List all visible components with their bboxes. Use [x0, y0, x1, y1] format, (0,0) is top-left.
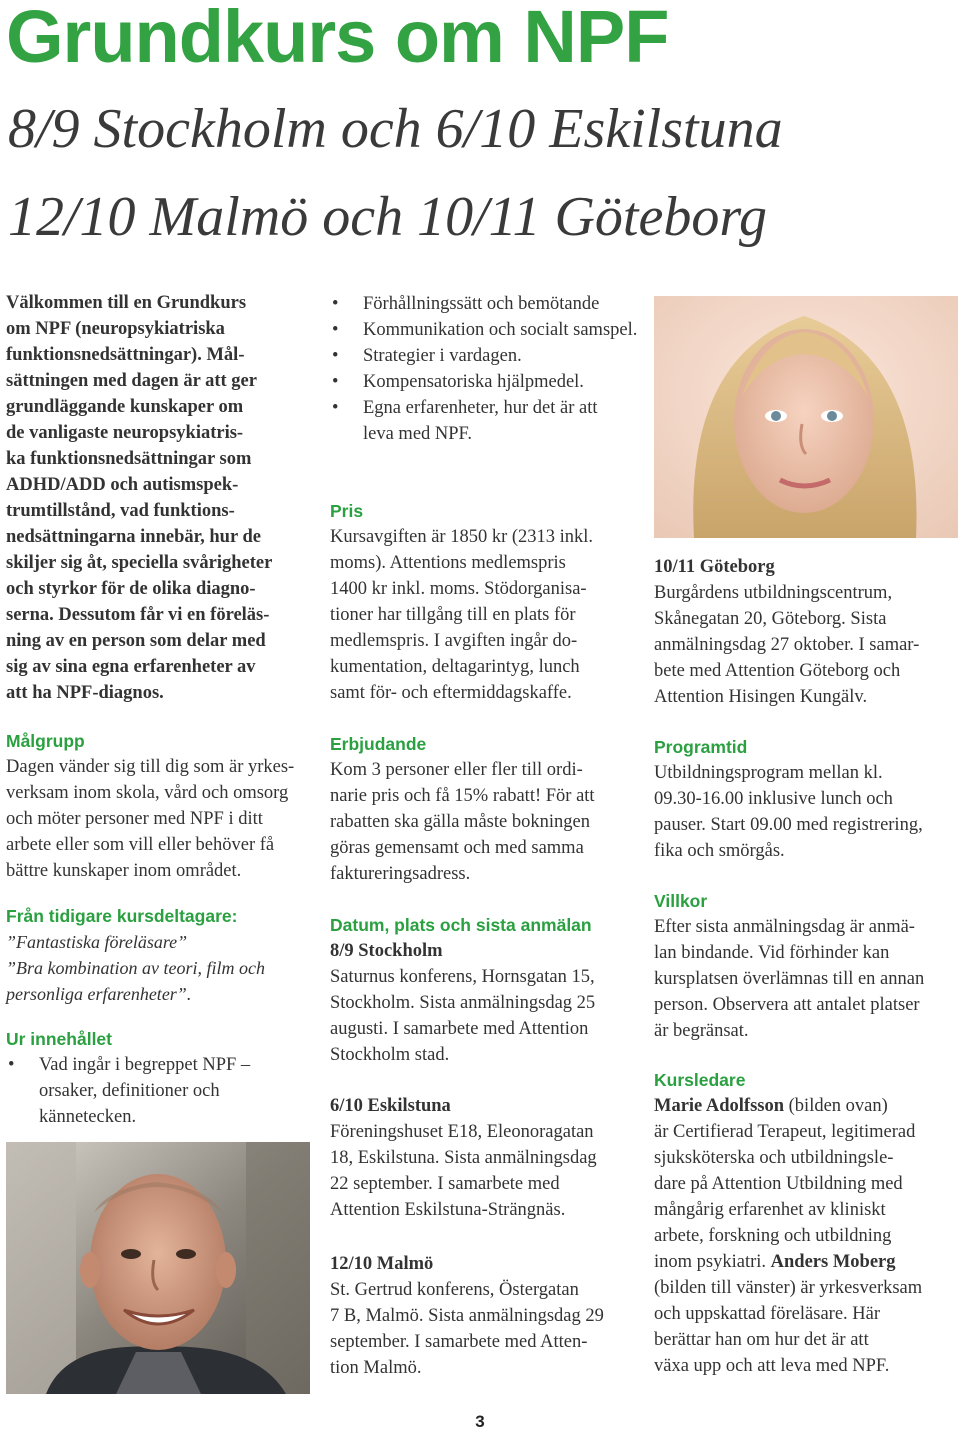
- testimonials-heading: Från tidigare kursdeltagare:: [6, 906, 238, 926]
- goteborg-line: bete med Attention Göteborg och: [654, 661, 901, 681]
- kursledare-line: [654, 1093, 958, 1119]
- intro-line: ning av en person som delar med: [6, 631, 266, 651]
- program-line: fika och smörgås.: [654, 841, 785, 861]
- malmo-line: tion Malmö.: [330, 1358, 422, 1378]
- kursledare-section: [654, 1067, 958, 1379]
- intro-line: nedsättningarna innebär, hur de: [6, 527, 261, 547]
- stockholm-line: Stockholm. Sista anmälningsdag 25: [330, 993, 596, 1013]
- malmo-section: [330, 1251, 638, 1381]
- goteborg-section: [654, 554, 958, 710]
- villkor-line: lan bindande. Vid förhinder kan: [654, 943, 890, 963]
- pris-line: medlemspris. I avgiften ingår do-: [330, 631, 578, 651]
- intro-line: skiljer sig åt, speciella svårigheter: [6, 553, 273, 573]
- program-line: 09.30-16.00 inklusive lunch och: [654, 789, 893, 809]
- intro-line: sig av sina egna erfarenheter av: [6, 657, 256, 677]
- malgrupp-line: Dagen vänder sig till dig som är yrkes-: [6, 757, 295, 777]
- pris-line: tioner har tillgång till en plats för: [330, 605, 576, 625]
- stockholm-line: augusti. I samarbete med Attention: [330, 1019, 589, 1039]
- intro-line: de vanligaste neuropsykiatris-: [6, 423, 244, 443]
- testimonial-quote: ”Bra kombination av teori, film och: [6, 958, 265, 978]
- eskilstuna-line: Attention Eskilstuna-Strängnäs.: [330, 1200, 566, 1220]
- pris-section: [330, 498, 638, 706]
- intro-line: om NPF (neuropsykiatriska: [6, 319, 225, 339]
- pris-line: Kursavgiften är 1850 kr (2313 inkl.: [330, 527, 594, 547]
- page-number: 3: [475, 1412, 485, 1431]
- malgrupp-section: [6, 728, 324, 884]
- pris-line: samt för- och eftermiddagskaffe.: [330, 683, 572, 703]
- malgrupp-line: och möter personer med NPF i ditt: [6, 809, 263, 829]
- datum-section: [330, 912, 638, 1068]
- intro-line: trumtillstånd, vad funktions-: [6, 501, 235, 521]
- instructor-name-anders: Anders Moberg: [770, 1252, 896, 1272]
- malgrupp-line: bättre kunskaper inom området.: [6, 861, 242, 881]
- page-title: Grundkurs om NPF: [6, 0, 669, 78]
- content-heading: Ur innehållet: [6, 1029, 112, 1049]
- intro-line: funktionsnedsättningar). Mål-: [6, 345, 245, 365]
- erbjudande-line: Kom 3 personer eller fler till ordi-: [330, 760, 583, 780]
- goteborg-title: 10/11 Göteborg: [654, 557, 775, 577]
- woman-portrait-image: [654, 296, 958, 538]
- subtitle-dates-2: 12/10 Malmö och 10/11 Göteborg: [8, 186, 768, 248]
- man-portrait-image: [6, 1142, 310, 1394]
- subtitle-dates-1: 8/9 Stockholm och 6/10 Eskilstuna: [8, 98, 783, 160]
- kursledare-line: dare på Attention Utbildning med: [654, 1174, 903, 1194]
- erbjudande-line: göras gemensamt och med samma: [330, 838, 584, 858]
- intro-line: serna. Dessutom får vi en föreläs-: [6, 605, 270, 625]
- pris-line: 1400 kr inkl. moms. Stödorganisa-: [330, 579, 587, 599]
- content-section: [6, 1026, 324, 1130]
- erbjudande-heading: Erbjudande: [330, 734, 427, 754]
- kursledare-heading: Kursledare: [654, 1070, 746, 1090]
- intro-line: Välkommen till en Grundkurs: [6, 293, 247, 313]
- program-heading: Programtid: [654, 737, 748, 757]
- villkor-line: Efter sista anmälningsdag är anmä-: [654, 917, 915, 937]
- kursledare-line: (bilden till vänster) är yrkesverksam: [654, 1278, 923, 1298]
- content-item: • Egna erfarenheter, hur det är att leva med NPF.: [330, 395, 623, 447]
- eskilstuna-title: 6/10 Eskilstuna: [330, 1096, 451, 1116]
- intro-line: och styrkor för de olika diagno-: [6, 579, 256, 599]
- eskilstuna-line: 18, Eskilstuna. Sista anmälningsdag: [330, 1148, 597, 1168]
- datum-heading: Datum, plats och sista anmälan: [330, 915, 592, 935]
- goteborg-line: Attention Hisingen Kungälv.: [654, 687, 868, 707]
- malgrupp-heading: Målgrupp: [6, 731, 85, 751]
- intro-section: [6, 290, 324, 706]
- erbjudande-line: faktureringsadress.: [330, 864, 471, 884]
- content-item: • Kommunikation och socialt samspel.: [330, 317, 638, 343]
- erbjudande-line: narie pris och få 15% rabatt! För att: [330, 786, 595, 806]
- kursledare-text: (bilden ovan): [784, 1096, 888, 1116]
- kursledare-line: berättar han om hur det är att: [654, 1330, 869, 1350]
- malmo-title: 12/10 Malmö: [330, 1254, 434, 1274]
- testimonial-quote: personliga erfarenheter”.: [6, 984, 192, 1004]
- content-item: • Förhållningssätt och bemötande: [330, 291, 638, 317]
- stockholm-line: Saturnus konferens, Hornsgatan 15,: [330, 967, 595, 987]
- villkor-section: [654, 888, 958, 1044]
- eskilstuna-section: [330, 1093, 638, 1223]
- malmo-line: St. Gertrud konferens, Östergatan: [330, 1280, 579, 1300]
- intro-line: att ha NPF-diagnos.: [6, 683, 164, 703]
- testimonial-quote: ”Fantastiska föreläsare”: [6, 932, 188, 952]
- instructor-name-marie: Marie Adolfsson: [654, 1096, 785, 1116]
- kursledare-line: [654, 1249, 958, 1275]
- kursledare-line: och uppskattad föreläsare. Här: [654, 1304, 881, 1324]
- content-list: [6, 1052, 276, 1130]
- program-section: [654, 734, 958, 864]
- content-item: • Kompensatoriska hjälpmedel.: [330, 369, 638, 395]
- goteborg-line: Burgårdens utbildningscentrum,: [654, 583, 893, 603]
- malmo-line: september. I samarbete med Atten-: [330, 1332, 588, 1352]
- pris-heading: Pris: [330, 501, 364, 521]
- program-line: Utbildningsprogram mellan kl.: [654, 763, 883, 783]
- erbjudande-line: rabatten ska gälla måste bokningen: [330, 812, 590, 832]
- photo-marie-adolfsson: [654, 296, 958, 538]
- content-list-2: [330, 291, 638, 447]
- eskilstuna-line: 22 september. I samarbete med: [330, 1174, 560, 1194]
- villkor-line: kursplatsen överlämnas till en annan: [654, 969, 925, 989]
- intro-line: grundläggande kunskaper om: [6, 397, 244, 417]
- content-item: • Vad ingår i begreppet NPF – orsaker, definitioner och kännetecken.: [6, 1052, 276, 1130]
- testimonials-section: [6, 903, 324, 1007]
- intro-line: sättningen med dagen är att ger: [6, 371, 257, 391]
- kursledare-line: arbete, forskning och utbildning: [654, 1226, 892, 1246]
- stockholm-line: Stockholm stad.: [330, 1045, 450, 1065]
- erbjudande-section: [330, 731, 638, 887]
- pris-line: kumentation, deltagarintyg, lunch: [330, 657, 580, 677]
- program-line: pauser. Start 09.00 med registrering,: [654, 815, 923, 835]
- malmo-line: 7 B, Malmö. Sista anmälningsdag 29: [330, 1306, 604, 1326]
- villkor-heading: Villkor: [654, 891, 708, 911]
- stockholm-title: 8/9 Stockholm: [330, 941, 443, 961]
- goteborg-line: Skånegatan 20, Göteborg. Sista: [654, 609, 887, 629]
- pris-line: moms). Attentions medlemspris: [330, 553, 566, 573]
- kursledare-line: växa upp och att leva med NPF.: [654, 1356, 890, 1376]
- malgrupp-line: verksam inom skola, vård och omsorg: [6, 783, 289, 803]
- content-list-continued: [330, 291, 638, 447]
- intro-line: ka funktionsnedsättningar som: [6, 449, 252, 469]
- malgrupp-line: arbete eller som vill eller behöver få: [6, 835, 275, 855]
- intro-line: ADHD/ADD och autismspek-: [6, 475, 239, 495]
- content-item: • Strategier i vardagen.: [330, 343, 638, 369]
- photo-anders-moberg: [6, 1142, 310, 1394]
- villkor-line: är begränsat.: [654, 1021, 749, 1041]
- kursledare-line: sjuksköterska och utbildningsle-: [654, 1148, 894, 1168]
- kursledare-text: inom psykiatri.: [654, 1252, 771, 1272]
- kursledare-line: är Certifierad Terapeut, legitimerad: [654, 1122, 916, 1142]
- eskilstuna-line: Föreningshuset E18, Eleonoragatan: [330, 1122, 594, 1142]
- goteborg-line: anmälningsdag 27 oktober. I samar-: [654, 635, 920, 655]
- villkor-line: person. Observera att antalet platser: [654, 995, 920, 1015]
- kursledare-line: mångårig erfarenhet av kliniskt: [654, 1200, 886, 1220]
